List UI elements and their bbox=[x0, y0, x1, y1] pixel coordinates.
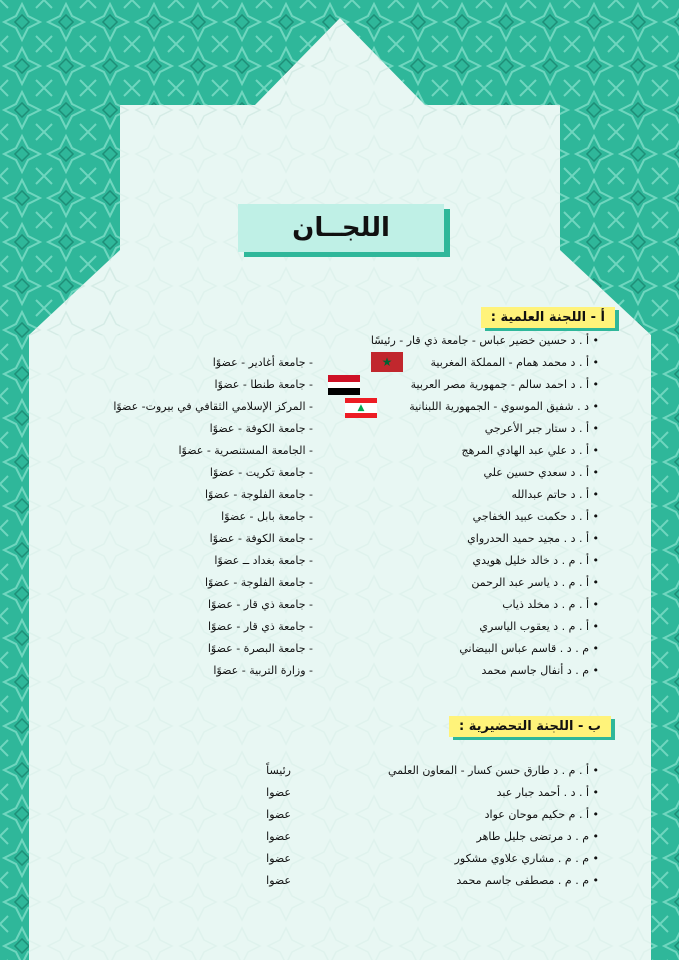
member-affiliation: - جامعة بابل - عضوًا bbox=[221, 510, 313, 523]
member-affiliation: - جامعة ذي قار - عضوًا bbox=[208, 598, 313, 611]
member-name: • أ . د علي عبد الهادي المرهج bbox=[461, 444, 599, 457]
member-name: • م . م . مصطفى جاسم محمد bbox=[456, 874, 599, 887]
member-name: • أ . د حكمت عبيد الخفاجي bbox=[472, 510, 599, 523]
member-name: • أ . د ستار جبر الأعرجي bbox=[484, 422, 599, 435]
member-affiliation: - جامعة البصرة - عضوًا bbox=[207, 642, 313, 655]
member-affiliation: - جامعة بغداد ــ عضوًا bbox=[214, 554, 313, 567]
scientific-committee-heading: أ - اللجنة العلمية : bbox=[481, 307, 615, 328]
morocco-flag-icon: ★ bbox=[371, 352, 403, 372]
member-role: رئيساً bbox=[266, 764, 291, 777]
member-name: • د . شفيق الموسوي - الجمهورية اللبنانية bbox=[409, 400, 599, 413]
member-affiliation: - جامعة ذي قار - عضوًا bbox=[208, 620, 313, 633]
member-affiliation: - وزارة التربية - عضوًا bbox=[213, 664, 313, 677]
member-name: • م . م . مشاري علاوي مشكور bbox=[454, 852, 599, 865]
member-name: • أ . د . أحمد جبار عبد bbox=[496, 786, 599, 799]
member-name: • أ . م . د يعقوب الياسري bbox=[479, 620, 599, 633]
member-affiliation: - جامعة تكريت - عضوًا bbox=[209, 466, 313, 479]
member-role: عضوا bbox=[266, 852, 291, 865]
member-name: • أ . د سعدي حسين علي bbox=[483, 466, 599, 479]
member-name: • أ . م حكيم موحان عواد bbox=[484, 808, 599, 821]
member-role: عضوا bbox=[266, 874, 291, 887]
member-role: عضوا bbox=[266, 808, 291, 821]
member-name: • أ . د محمد همام - المملكة المغربية bbox=[430, 356, 599, 369]
member-affiliation: - جامعة الفلوجة - عضوًا bbox=[204, 488, 313, 501]
member-role: عضوا bbox=[266, 786, 291, 799]
member-name: • أ . م . د طارق حسن كسار - المعاون العلمي bbox=[387, 764, 599, 777]
member-name: • م . د مرتضى جليل طاهر bbox=[476, 830, 599, 843]
lebanon-flag-icon: ▲ bbox=[345, 398, 377, 418]
member-affiliation: - الجامعة المستنصرية - عضوًا bbox=[178, 444, 313, 457]
member-name: • أ . د احمد سالم - جمهورية مصر العربية bbox=[410, 378, 599, 391]
egypt-flag-icon bbox=[328, 375, 360, 395]
member-name: • أ . م . د ياسر عبد الرحمن bbox=[471, 576, 599, 589]
member-affiliation: - جامعة الكوفة - عضوًا bbox=[209, 422, 313, 435]
member-affiliation: - المركز الإسلامي الثقافي في بيروت- عضوًا bbox=[113, 400, 313, 413]
member-name: • أ . د حسين خضير عباس - جامعة ذي قار - رئيسًا bbox=[370, 334, 599, 347]
member-affiliation: - جامعة الفلوجة - عضوًا bbox=[204, 576, 313, 589]
member-name: • م . د أنفال جاسم محمد bbox=[481, 664, 599, 677]
member-role: عضوا bbox=[266, 830, 291, 843]
member-name: • أ . م . د مخلد ذياب bbox=[502, 598, 599, 611]
member-name: • أ . م . د خالد خليل هويدي bbox=[472, 554, 599, 567]
member-affiliation: - جامعة أغادير - عضوًا bbox=[212, 356, 313, 369]
preparatory-committee-heading: ب - اللجنة التحضيرية : bbox=[449, 716, 611, 737]
member-name: • م . د . قاسم عباس البيضاني bbox=[459, 642, 599, 655]
member-name: • أ . د . مجيد حميد الحدرواي bbox=[467, 532, 599, 545]
member-affiliation: - جامعة الكوفة - عضوًا bbox=[209, 532, 313, 545]
page-title: اللجــان bbox=[238, 204, 444, 252]
member-name: • أ . د حاتم عبدالله bbox=[511, 488, 599, 501]
member-affiliation: - جامعة طنطا - عضوًا bbox=[214, 378, 313, 391]
